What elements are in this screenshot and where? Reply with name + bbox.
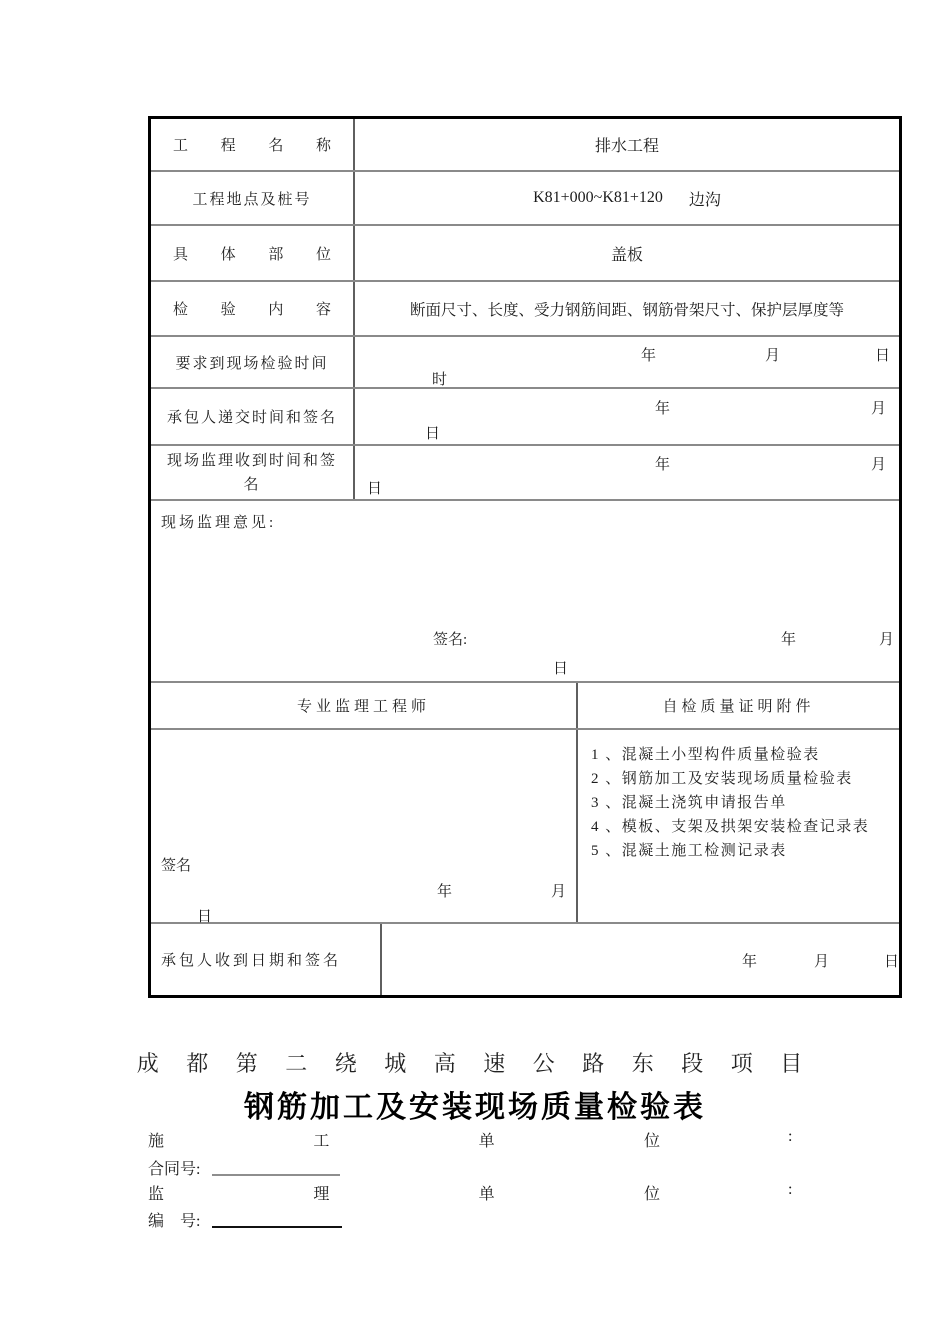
contractor-submit-label: 承包人递交时间和签名 [166, 410, 337, 426]
year-text: 年 [641, 348, 657, 364]
specific-part-value: 盖板 [610, 246, 643, 264]
table-row-contractor-receive [151, 924, 899, 995]
year-text: 年 [781, 632, 797, 648]
supervisor-unit-colon: : [788, 1181, 793, 1198]
month-text: 月 [870, 401, 886, 417]
inspection-content-label: 检 验 内 容 [173, 302, 331, 318]
signature-label: 签名 [161, 858, 192, 874]
supervisor-unit-label: 监 理 单 位 [148, 1186, 660, 1203]
supervisor-engineer-header-cell [151, 683, 578, 728]
inspection-request-table [148, 116, 902, 998]
attachments-header-cell [578, 683, 899, 728]
supervisor-receive-value-cell[interactable] [355, 446, 899, 499]
attachment-item: 2 、钢筋加工及安装现场质量检验表 [591, 771, 853, 787]
engineer-signature-cell[interactable] [151, 730, 578, 925]
contract-number-label: 合同号: [148, 1161, 201, 1178]
required-time-value-cell[interactable] [355, 337, 899, 387]
contractor-unit-colon: : [788, 1128, 793, 1145]
location-label: 工程地点及桩号 [192, 191, 312, 208]
hour-text: 时 [432, 372, 448, 388]
inspection-content-label-cell [151, 282, 355, 335]
supervisor-receive-label-cell [151, 446, 355, 499]
contractor-submit-value-cell[interactable] [355, 389, 899, 444]
supervisor-unit-line [148, 1181, 793, 1204]
location-name-value: 边沟 [688, 191, 721, 209]
year-text: 年 [655, 457, 671, 473]
table-row-specific-part [151, 226, 899, 282]
year-text: 年 [655, 401, 671, 417]
contractor-unit-label: 施 工 单 位 [148, 1133, 660, 1150]
specific-part-label-cell [151, 226, 355, 280]
month-text: 月 [814, 954, 830, 970]
inspection-content-value-cell [355, 282, 899, 335]
table-row-signature-attachments [151, 730, 899, 924]
attachments-header: 自检质量证明附件 [662, 699, 815, 715]
day-text: 日 [197, 909, 213, 925]
attachment-item: 4 、模板、支架及拱架安装检查记录表 [591, 819, 870, 835]
contractor-receive-value-cell[interactable] [382, 924, 899, 995]
supervisor-receive-label-line2: 名 [243, 476, 261, 493]
month-text: 月 [551, 884, 567, 900]
required-time-label-cell [151, 337, 355, 387]
day-text: 日 [425, 426, 441, 442]
specific-part-label: 具 体 部 位 [173, 246, 331, 263]
form-number-line [148, 1208, 342, 1231]
day-text: 日 [874, 348, 890, 364]
supervisor-opinion-cell[interactable] [151, 501, 899, 681]
form-number-label: 编 号: [148, 1213, 201, 1230]
stake-number-value: K81+000~K81+120 [533, 189, 663, 206]
year-text: 年 [437, 884, 453, 900]
form-number-blank[interactable] [212, 1214, 342, 1228]
form-title: 钢筋加工及安装现场质量检验表 [244, 1091, 706, 1124]
project-title: 成 都 第 二 绕 城 高 速 公 路 东 段 项 目 [136, 1051, 814, 1076]
table-row-inspection-content [151, 282, 899, 337]
contractor-unit-line [148, 1128, 793, 1151]
project-name-value-cell [355, 119, 899, 170]
attachment-item: 5 、混凝土施工检测记录表 [591, 843, 787, 859]
specific-part-value-cell [355, 226, 899, 280]
attachments-list-cell [578, 730, 899, 922]
day-text: 日 [553, 661, 569, 677]
contract-number-line [148, 1156, 340, 1179]
contractor-receive-label: 承包人收到日期和签名 [161, 953, 342, 969]
month-text: 月 [870, 457, 886, 473]
month-text: 月 [879, 632, 895, 648]
project-name-label: 工 程 名 称 [173, 138, 331, 154]
required-time-label: 要求到现场检验时间 [175, 355, 329, 372]
location-label-cell [151, 172, 355, 224]
supervisor-engineer-header: 专业监理工程师 [296, 699, 430, 715]
contractor-receive-label-cell [151, 924, 382, 995]
year-text: 年 [742, 954, 758, 970]
supervisor-receive-label-line1: 现场监理收到时间和签 [166, 452, 337, 469]
table-row-supervisor-opinion[interactable] [151, 501, 899, 683]
location-value-cell [355, 172, 899, 224]
attachment-item: 1 、混凝土小型构件质量检验表 [591, 747, 820, 763]
table-row-project-name [151, 119, 899, 172]
table-row-section-headers [151, 683, 899, 730]
month-text: 月 [765, 348, 781, 364]
table-row-supervisor-receive [151, 446, 899, 501]
table-row-contractor-submit [151, 389, 899, 446]
attachments-list [578, 730, 899, 863]
project-name-label-cell [151, 119, 355, 170]
contract-number-blank[interactable] [212, 1162, 340, 1176]
day-text: 日 [884, 954, 900, 970]
supervisor-opinion-label: 现场监理意见: [161, 515, 277, 531]
table-row-required-inspection-time [151, 337, 899, 389]
table-row-location [151, 172, 899, 226]
day-text: 日 [367, 481, 383, 497]
signature-label: 签名: [433, 632, 468, 648]
project-name-value: 排水工程 [594, 138, 659, 155]
inspection-content-value: 断面尺寸、长度、受力钢筋间距、钢筋骨架尺寸、保护层厚度等 [409, 301, 844, 319]
attachment-item: 3 、混凝土浇筑申请报告单 [591, 795, 787, 811]
contractor-submit-label-cell [151, 389, 355, 444]
